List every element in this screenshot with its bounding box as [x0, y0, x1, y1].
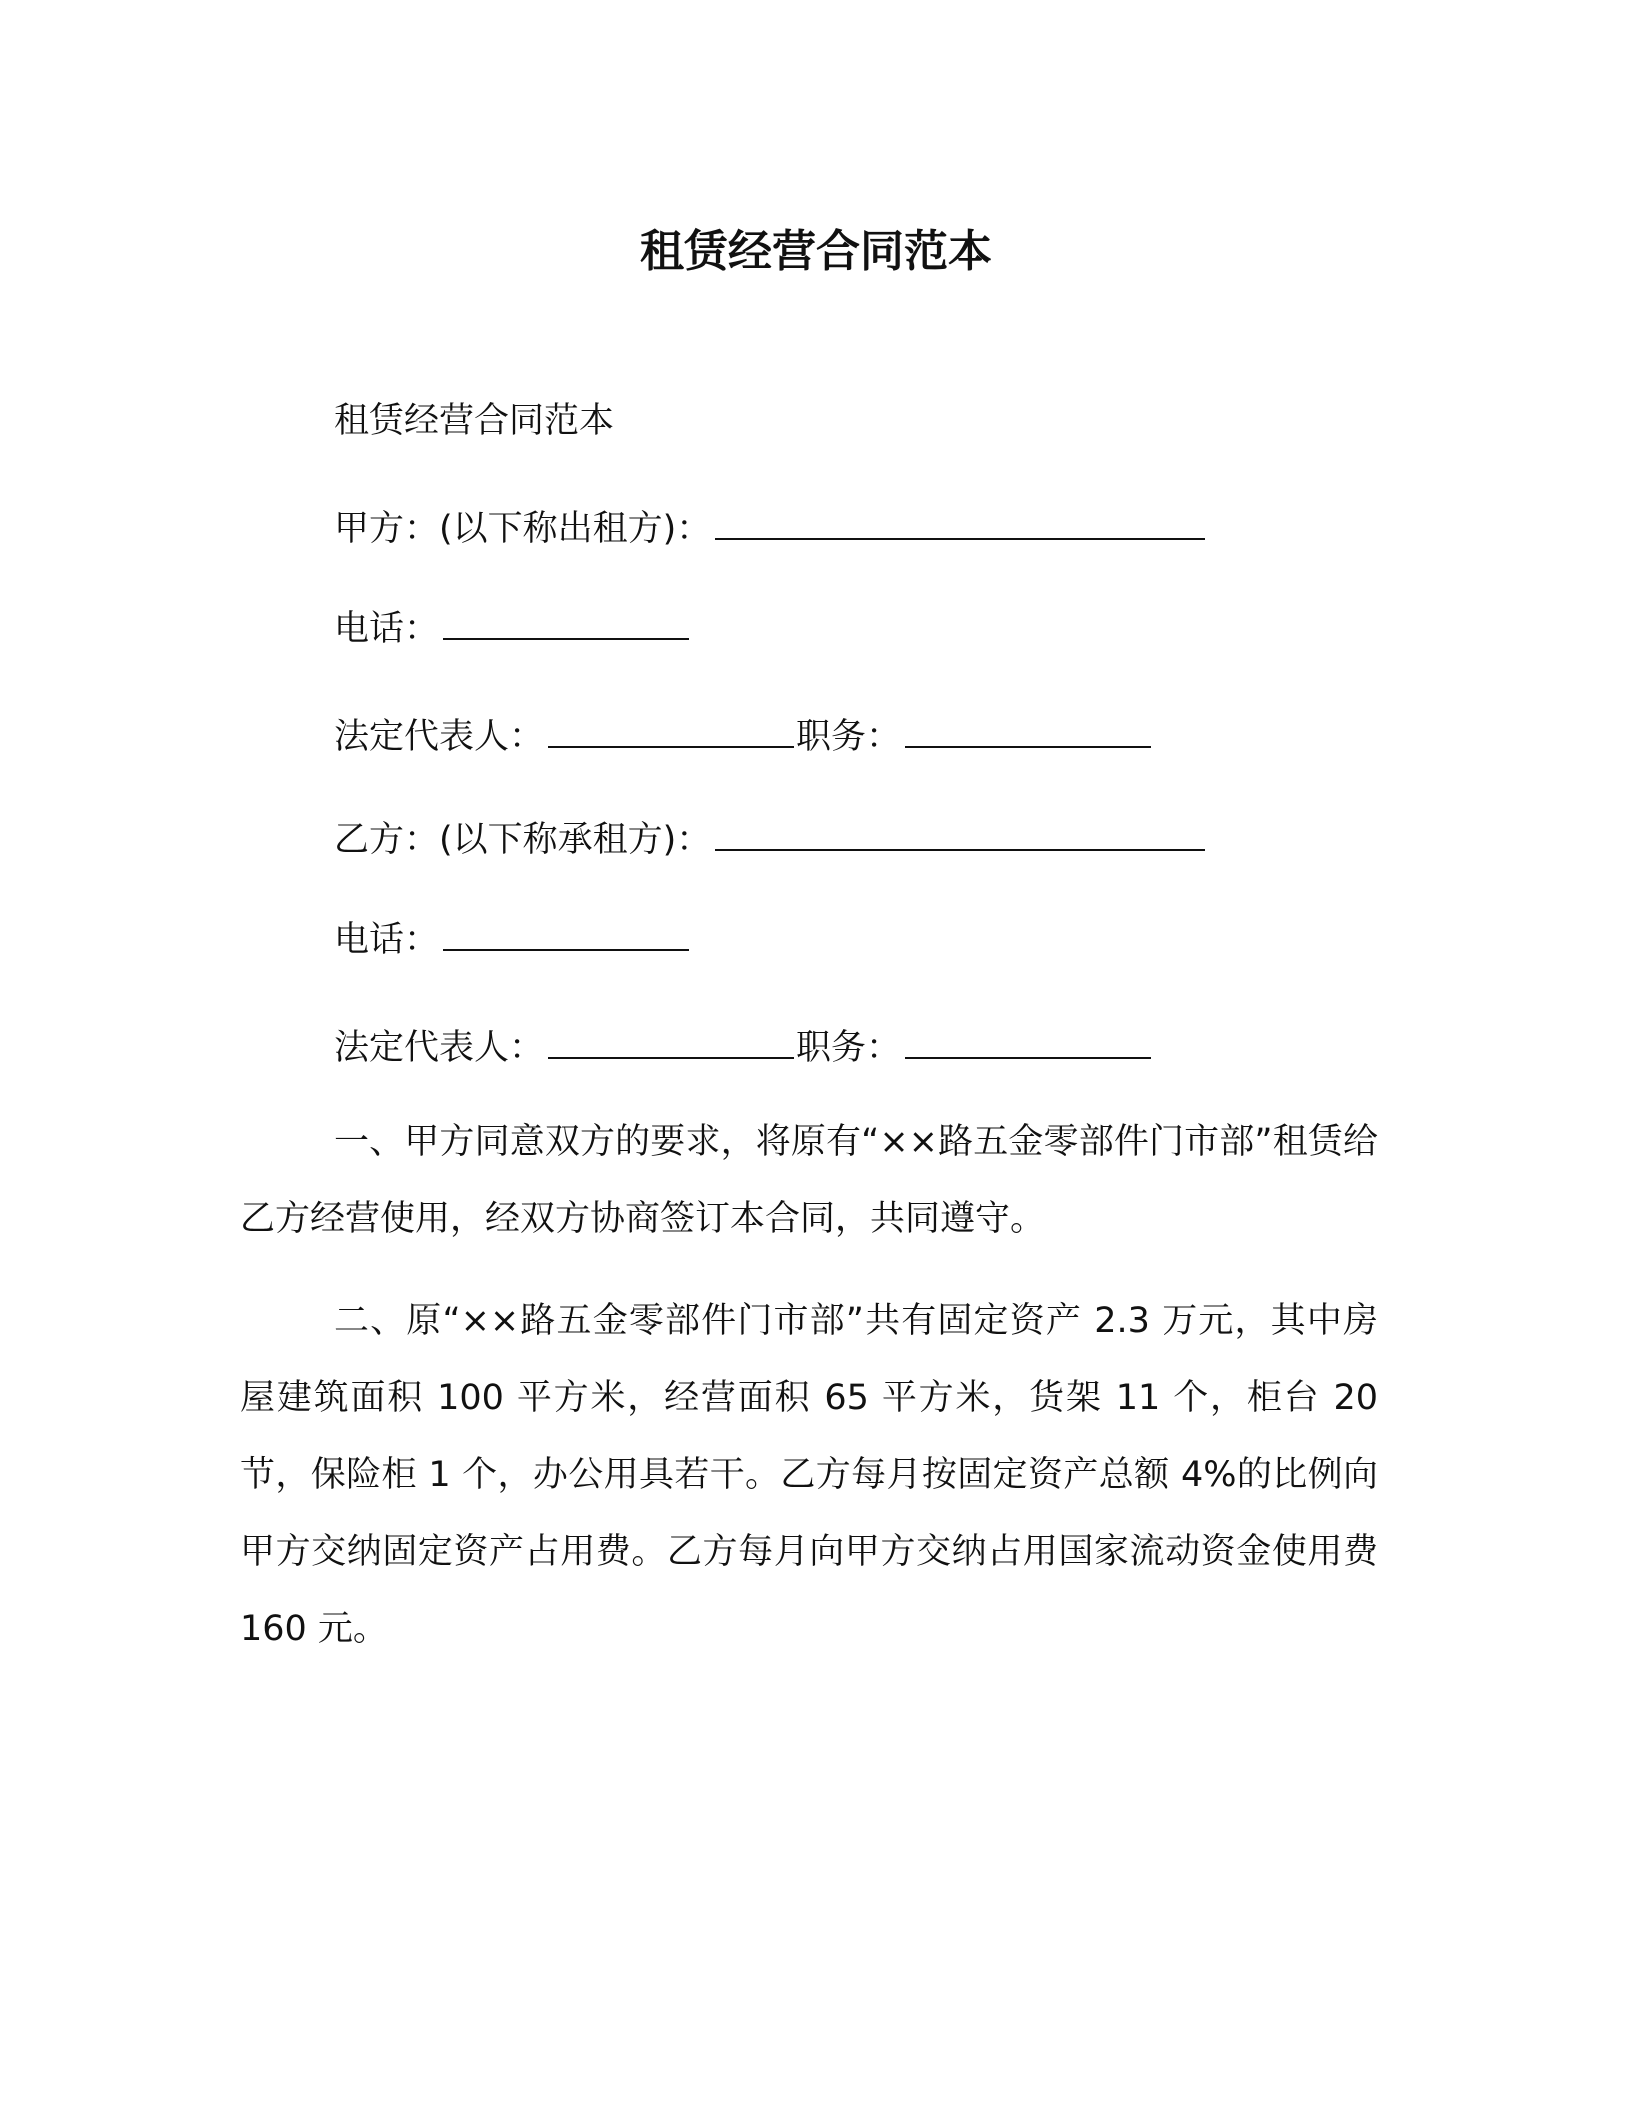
party-a-position-blank[interactable]: [905, 716, 1151, 748]
party-a-rep-blank[interactable]: [548, 716, 794, 748]
party-b-name-blank[interactable]: [715, 819, 1205, 851]
party-b-rep-line: [334, 1024, 1153, 1072]
party-a-phone-label: 电话：: [334, 609, 440, 649]
party-b-label: 乙方：(以下称承租方)：: [334, 820, 712, 860]
party-b-line: [334, 816, 1207, 864]
clause-1: 一、甲方同意双方的要求，将原有“××路五金零部件门市部”租赁给乙方经营使用，经双方协商签订本合同，共同遵守。: [240, 1122, 1378, 1239]
subtitle: 租赁经营合同范本: [334, 401, 615, 441]
party-a-rep-label: 法定代表人：: [334, 717, 545, 757]
party-a-label: 甲方：(以下称出租方)：: [334, 509, 712, 549]
party-a-line: [334, 505, 1207, 553]
party-b-rep-blank[interactable]: [548, 1027, 794, 1059]
party-b-rep-label: 法定代表人：: [334, 1028, 545, 1068]
party-b-phone-line: [334, 916, 691, 964]
clause-2: 二、原“××路五金零部件门市部”共有固定资产 2.3 万元，其中房屋建筑面积 100 平方米，经营面积 65 平方米，货架 11 个，柜台 20 节，保险柜 1 个，办公用具若干。乙方每月按固定资产总额 4%的比例向甲方交纳固定资产占用费。乙方每月向甲方交纳占用国家流动资金使用费 160 元。: [240, 1301, 1378, 1649]
party-a-position-label: 职务：: [796, 717, 902, 757]
party-b-position-label: 职务：: [796, 1028, 902, 1068]
party-b-position-blank[interactable]: [905, 1027, 1151, 1059]
party-a-rep-line: [334, 713, 1153, 761]
party-b-phone-blank[interactable]: [443, 919, 689, 951]
party-a-name-blank[interactable]: [715, 508, 1205, 540]
document-title: 租赁经营合同范本: [640, 226, 992, 277]
party-a-phone-blank[interactable]: [443, 608, 689, 640]
party-b-phone-label: 电话：: [334, 920, 440, 960]
party-a-phone-line: [334, 605, 691, 653]
